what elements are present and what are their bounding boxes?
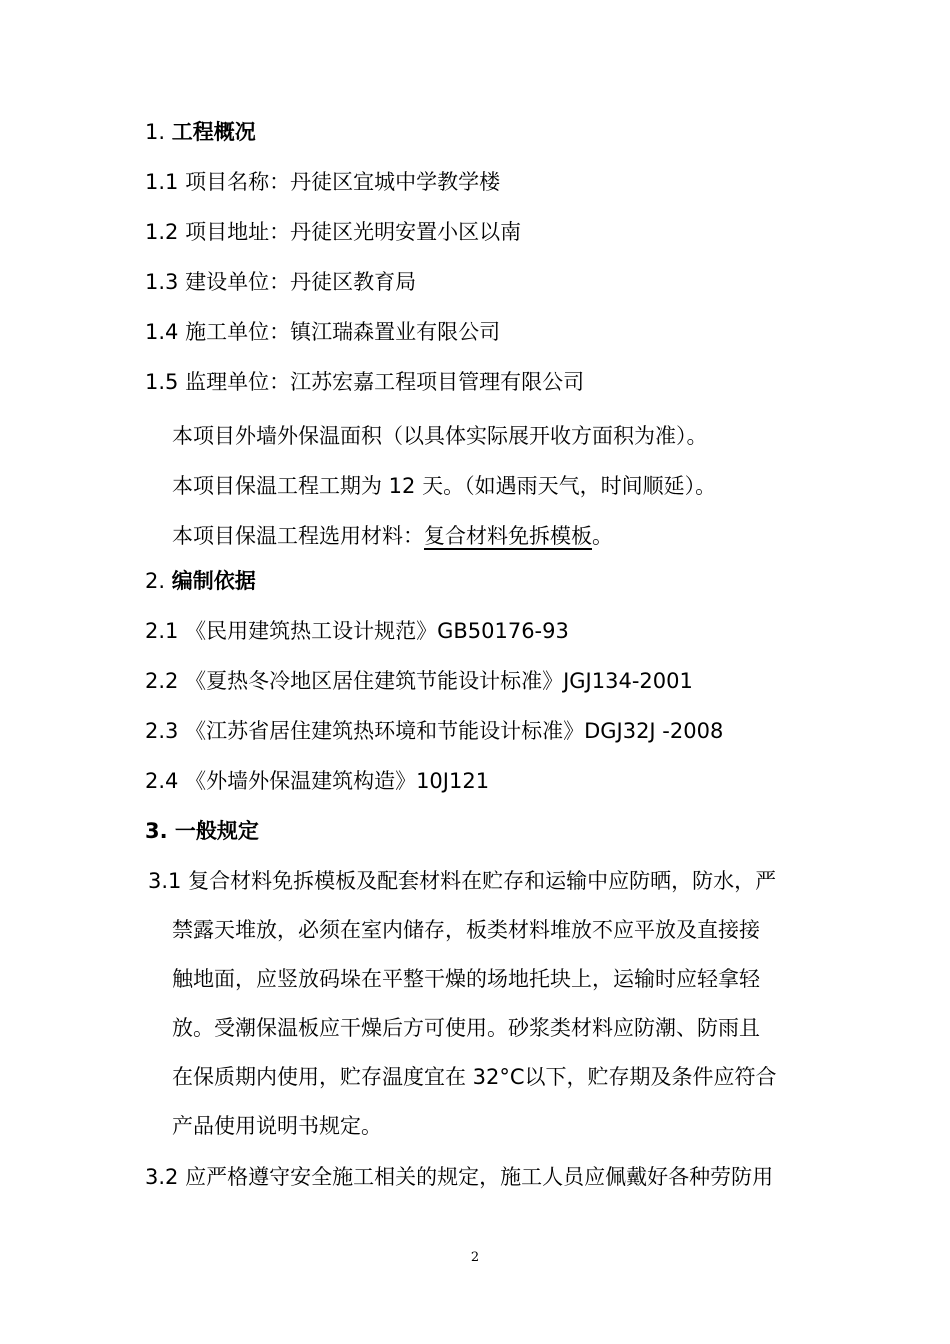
section-2-heading (145, 566, 256, 596)
item-3-1-line-6: 产品使用说明书规定。 (172, 1114, 382, 1138)
section-1-heading-text: 工程概况 (171, 120, 256, 144)
item-1-3: 1.3 建设单位：丹徒区教育局 (145, 270, 417, 294)
section-2-heading-number: 2. (145, 569, 166, 593)
paragraph-construction-period: 本项目保温工程工期为 12 天。（如遇雨天气，时间顺延）。 (172, 474, 717, 498)
item-1-1: 1.1 项目名称：丹徒区宜城中学教学楼 (145, 170, 501, 194)
section-1-heading-number: 1. (145, 120, 166, 144)
paragraph-insulation-area: 本项目外墙外保温面积（以具体实际展开收方面积为准）。 (172, 424, 708, 448)
page-number: 2 (470, 1250, 480, 1265)
material-suffix: 。 (592, 524, 613, 548)
item-3-1-line-2: 禁露天堆放，必须在室内储存，板类材料堆放不应平放及直接接 (172, 918, 760, 942)
item-2-1: 2.1 《民用建筑热工设计规范》GB50176-93 (145, 619, 569, 643)
item-3-1-line-1: 3.1 复合材料免拆模板及配套材料在贮存和运输中应防晒，防水，严 (148, 869, 777, 893)
paragraph-material (172, 521, 613, 551)
item-2-4: 2.4 《外墙外保温建筑构造》10J121 (145, 769, 490, 793)
item-3-1-line-4: 放。受潮保温板应干燥后方可使用。砂浆类材料应防潮、防雨且 (172, 1016, 760, 1040)
item-1-5: 1.5 监理单位：江苏宏嘉工程项目管理有限公司 (145, 370, 585, 394)
item-3-2-line-1: 3.2 应严格遵守安全施工相关的规定，施工人员应佩戴好各种劳防用 (145, 1165, 774, 1189)
section-3-heading: 3. 一般规定 (145, 819, 259, 843)
material-name: 复合材料免拆模板 (424, 524, 592, 548)
material-label: 本项目保温工程选用材料： (172, 524, 424, 548)
section-1-heading (145, 117, 256, 147)
item-3-1-line-5: 在保质期内使用，贮存温度宜在 32°C以下，贮存期及条件应符合 (172, 1065, 777, 1089)
item-2-2: 2.2 《夏热冬冷地区居住建筑节能设计标准》JGJ134-2001 (145, 669, 693, 693)
item-1-4: 1.4 施工单位：镇江瑞森置业有限公司 (145, 320, 501, 344)
item-1-2: 1.2 项目地址：丹徒区光明安置小区以南 (145, 220, 522, 244)
item-2-3: 2.3 《江苏省居住建筑热环境和节能设计标准》DGJ32J -2008 (145, 719, 724, 743)
item-3-1-line-3: 触地面，应竖放码垛在平整干燥的场地托块上，运输时应轻拿轻 (172, 967, 760, 991)
section-2-heading-text: 编制依据 (171, 569, 256, 593)
